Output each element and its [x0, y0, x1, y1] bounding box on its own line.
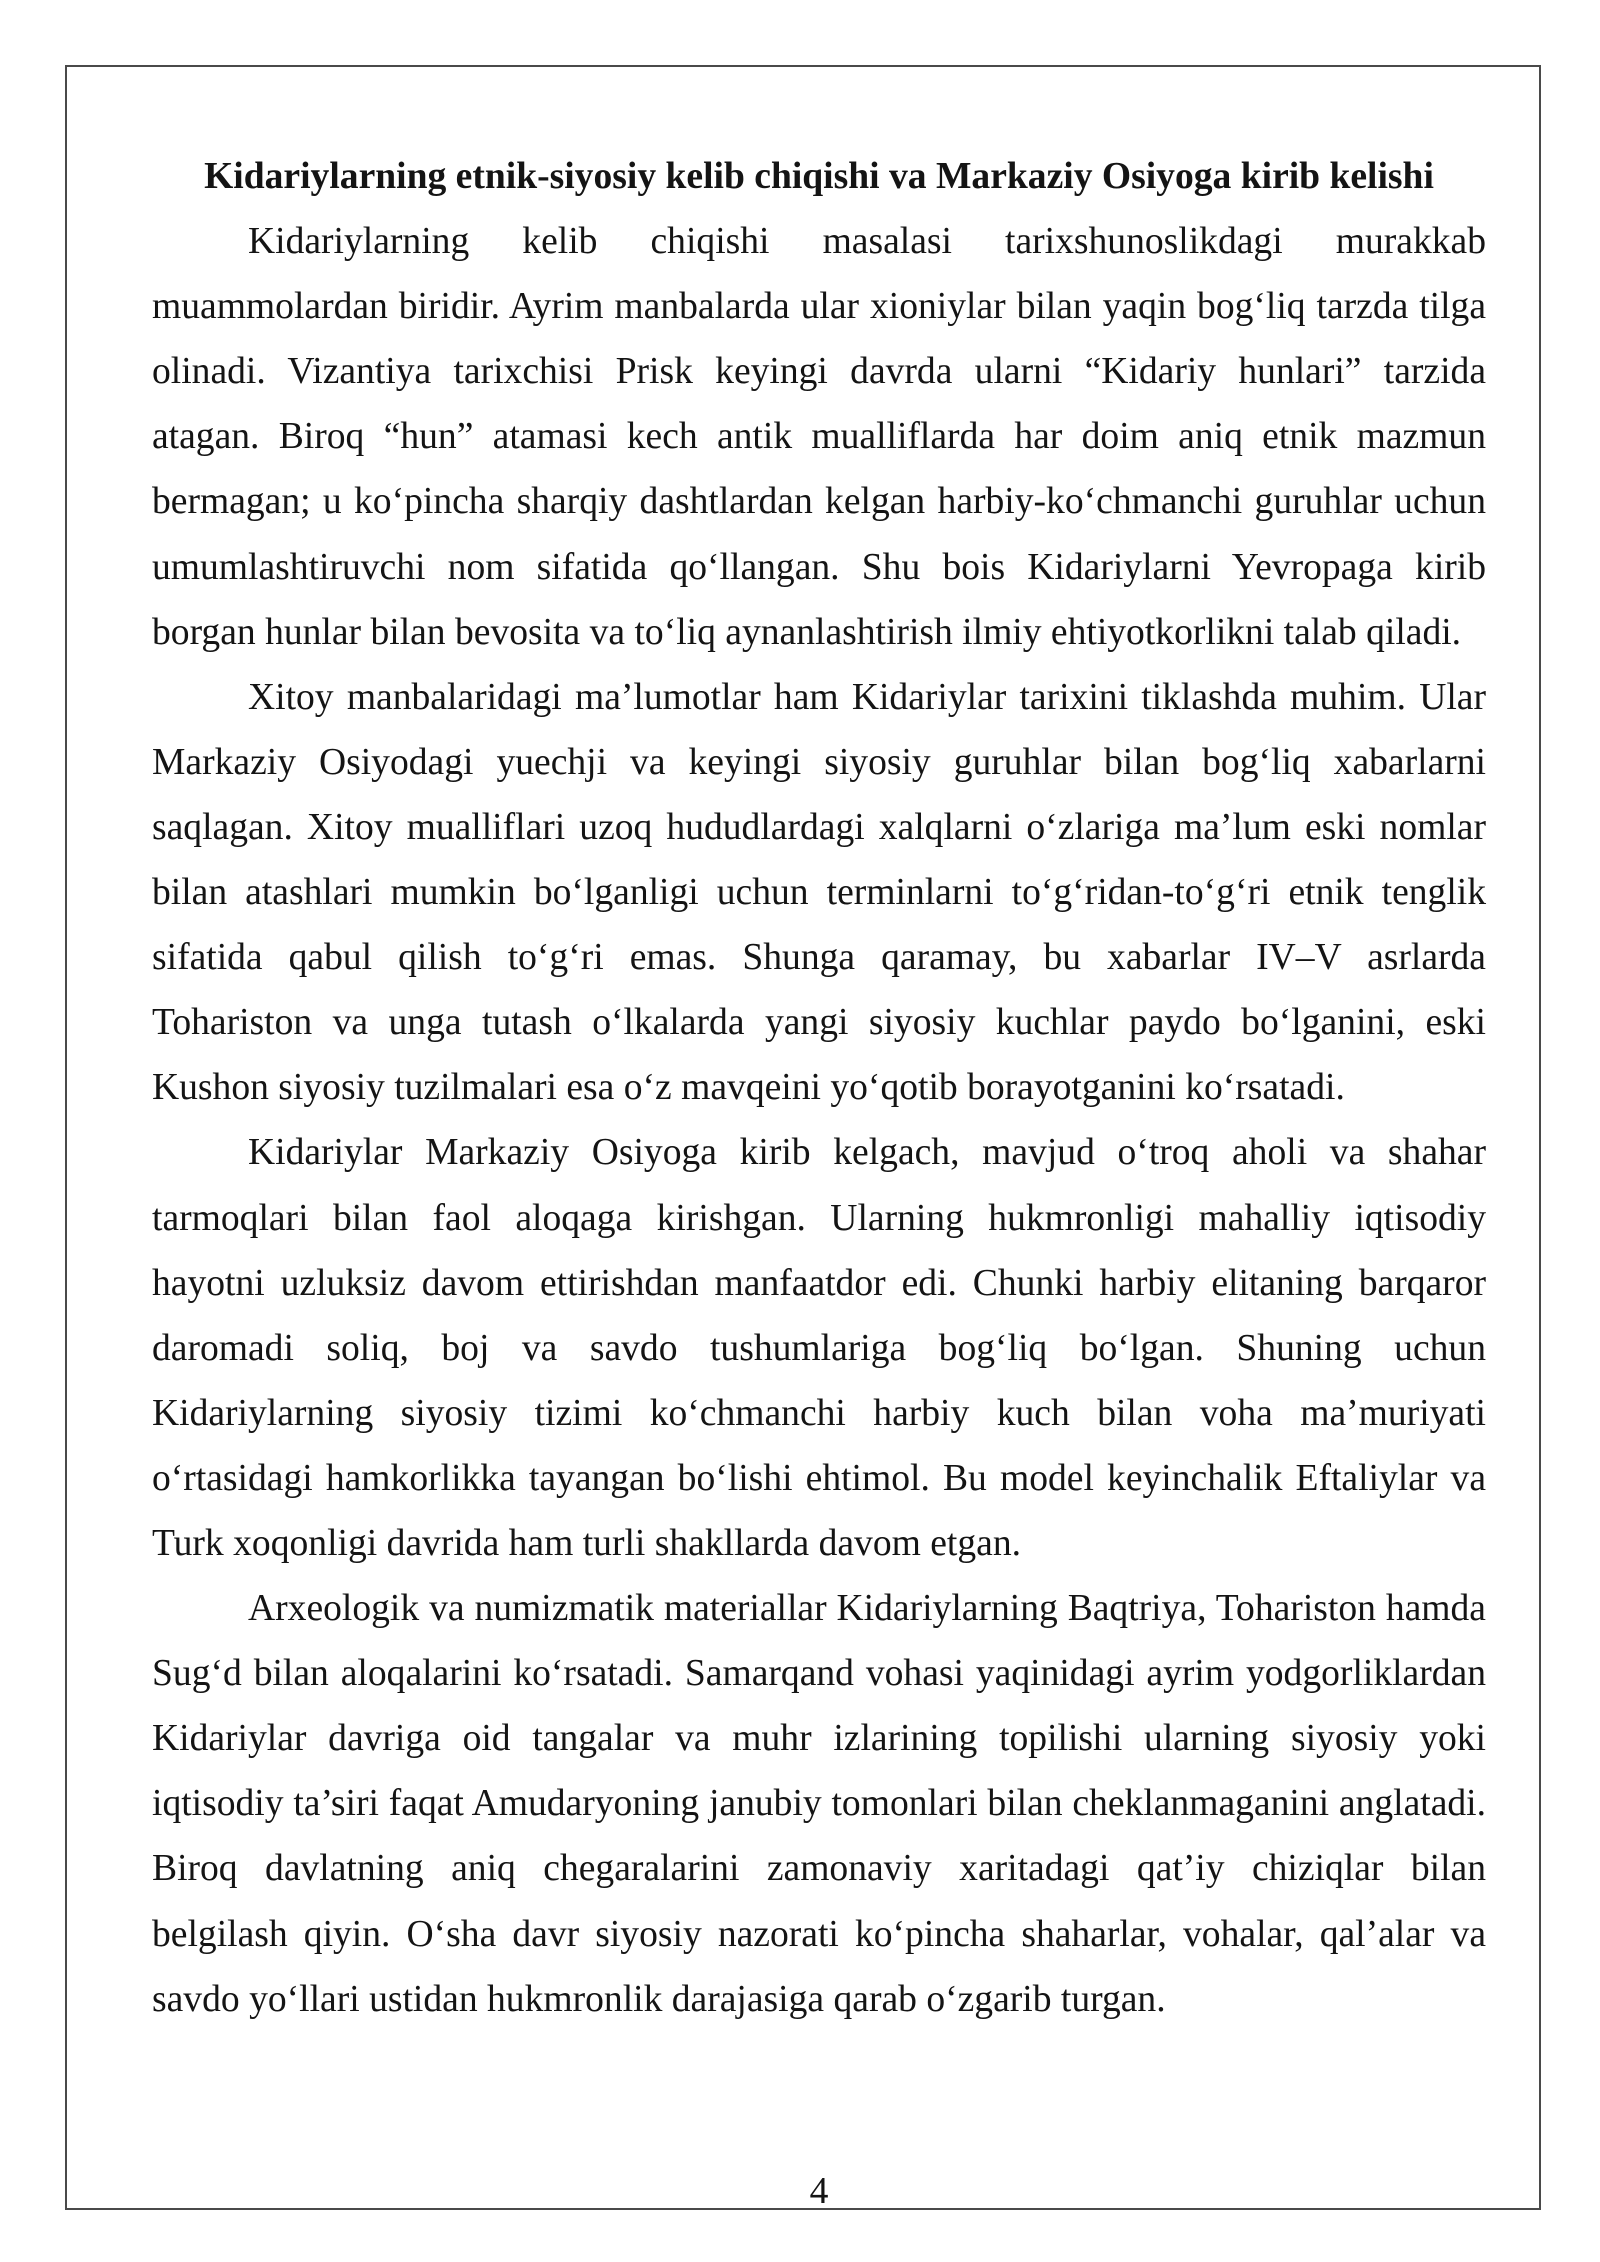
page-number: 4 [809, 2171, 829, 2212]
paragraph-2: Xitoy manbalaridagi ma’lumotlar ham Kidariylar tarixini tiklashda muhim. Ular Markaziy Osiyodagi yuechji va keyingi siyosiy guruhlar bilan bog‘liq xabarlarni saqlagan. Xitoy mualliflari uzoq hududlardagi xalqlarni o‘zlariga ma’lum eski nomlar bilan atashlari mumkin bo‘lganligi uchun terminlarni to‘g‘ridan-to‘g‘ri etnik tenglik sifatida qabul qilish to‘g‘ri emas. Shunga qaramay, bu xabarlar IV–V asrlarda Tohariston va unga tutash o‘lkalarda yangi siyosiy kuchlar paydo bo‘lganini, eski Kushon siyosiy tuzilmalari esa o‘z mavqeini yo‘qotib borayotganini ko‘rsatadi. [152, 676, 1486, 1109]
paragraph-1: Kidariylarning kelib chiqishi masalasi tarixshunoslikdagi murakkab muammolardan biridir. Ayrim manbalarda ular xioniylar bilan yaqin bog‘liq tarzda tilga olinadi. Vizantiya tarixchisi Prisk keyingi davrda ularni “Kidariy hunlari” tarzida atagan. Biroq “hun” atamasi kech antik mualliflarda har doim aniq etnik mazmun bermagan; u ko‘pincha sharqiy dashtlardan kelgan harbiy-ko‘chmanchi guruhlar uchun umumlashtiruvchi nom sifatida qo‘llangan. Shu bois Kidariylarni Yevropaga kirib borgan hunlar bilan bevosita va to‘liq aynanlashtirish ilmiy ehtiyotkorlikni talab qiladi. [152, 221, 1486, 653]
paragraph-3: Kidariylar Markaziy Osiyoga kirib kelgach, mavjud o‘troq aholi va shahar tarmoqlari bilan faol aloqaga kirishgan. Ularning hukmronligi mahalliy iqtisodiy hayotni uzluksiz davom ettirishdan manfaatdor edi. Chunki harbiy elitaning barqaror daromadi soliq, boj va savdo tushumlariga bog‘liq bo‘lgan. Shuning uchun Kidariylarning siyosiy tizimi ko‘chmanchi harbiy kuch bilan voha ma’muriyati o‘rtasidagi hamkorlikka tayangan bo‘lishi ehtimol. Bu model keyinchalik Eftaliylar va Turk xoqonligi davrida ham turli shakllarda davom etgan. [152, 1132, 1486, 1564]
paragraph-4: Arxeologik va numizmatik materiallar Kidariylarning Baqtriya, Tohariston hamda Sug‘d bilan aloqalarini ko‘rsatadi. Samarqand vohasi yaqinidagi ayrim yodgorliklardan Kidariylar davriga oid tangalar va muhr izlarining topilishi ularning siyosiy yoki iqtisodiy ta’siri faqat Amudaryoning janubiy tomonlari bilan cheklanmaganini anglatadi. Biroq davlatning aniq chegaralarini zamonaviy xaritadagi qat’iy chiziqlar bilan belgilash qiyin. O‘sha davr siyosiy nazorati ko‘pincha shaharlar, vohalar, qal’alar va savdo yo‘llari ustidan hukmronlik darajasiga qarab o‘zgarib turgan. [152, 1588, 1486, 2020]
section-title: Kidariylarning etnik-siyosiy kelib chiqishi va Markaziy Osiyoga kirib kelishi [204, 156, 1434, 197]
text-body [152, 144, 1486, 2032]
